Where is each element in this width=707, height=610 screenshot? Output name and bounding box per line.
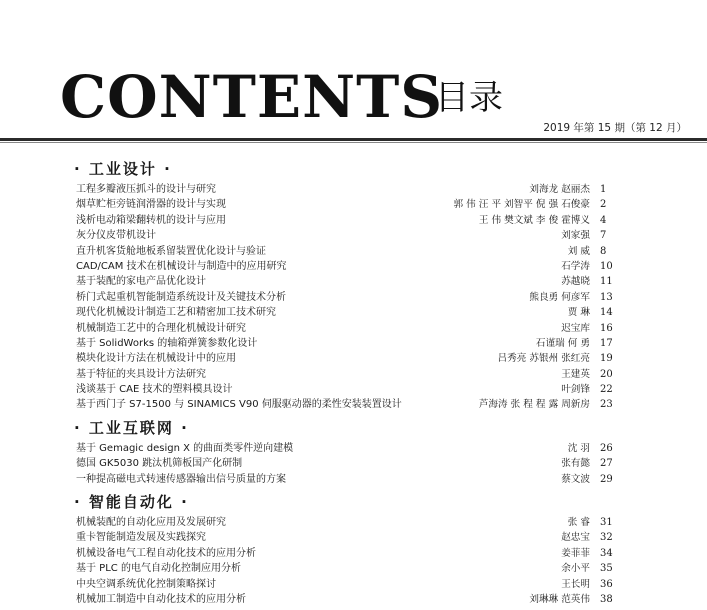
header-divider-thin <box>0 142 707 143</box>
toc-entry[interactable] <box>62 305 622 320</box>
toc-entry[interactable] <box>62 336 622 351</box>
toc-section <box>62 489 622 607</box>
entry-authors: 石学涛 <box>561 260 590 272</box>
toc-sections <box>62 154 622 607</box>
toc-entry[interactable] <box>62 382 622 397</box>
entry-page-number: 38 <box>600 593 613 605</box>
entry-page-number: 34 <box>600 547 613 559</box>
entry-authors: 石谨瑞 何 勇 <box>535 337 590 349</box>
entry-page-number: 14 <box>600 307 613 319</box>
toc-entry[interactable] <box>62 274 622 289</box>
contents-logo: CONTENTS <box>60 63 444 131</box>
section-title: · 工业互联网 · <box>74 418 189 437</box>
section-title: · 工业设计 · <box>74 160 172 178</box>
entry-authors: 刘 威 <box>567 245 590 257</box>
entry-title: 基于特征的夹具设计方法研究 <box>76 368 206 380</box>
entry-page-number: 10 <box>600 260 613 272</box>
entry-title: 工程多瓣液压抓斗的设计与研究 <box>76 184 216 195</box>
entry-title: 机械装配的自动化应用及发展研究 <box>76 517 226 529</box>
entry-page-number: 20 <box>600 368 613 380</box>
entry-page-number: 16 <box>600 322 613 334</box>
entry-page-number: 26 <box>600 442 613 454</box>
toc-section <box>62 415 622 487</box>
entry-page-number: 2 <box>600 199 607 211</box>
entry-title: 一种提高磁电式转速传感器输出信号质量的方案 <box>76 473 286 485</box>
toc-entry[interactable] <box>62 592 622 607</box>
toc-entry[interactable] <box>62 530 622 545</box>
toc-entry[interactable] <box>62 182 622 197</box>
entry-authors: 吕秀亮 苏银州 张红亮 <box>497 353 590 365</box>
entry-authors: 叶剑锋 <box>561 384 590 396</box>
entry-page-number: 13 <box>600 291 613 303</box>
entry-page-number: 31 <box>600 517 613 529</box>
entry-authors: 赵忠宝 <box>561 532 590 544</box>
entry-authors: 蔡文波 <box>561 473 590 485</box>
entry-authors: 刘海龙 赵丽杰 <box>529 184 590 195</box>
toc-entry[interactable] <box>62 228 622 243</box>
entry-page-number: 36 <box>600 578 613 590</box>
entry-authors: 贾 琳 <box>567 307 590 319</box>
entry-title: 机械设备电气工程自动化技术的应用分析 <box>76 547 256 559</box>
entry-title: 基于 Gemagic design X 的曲面类零件逆向建模 <box>76 442 294 454</box>
entry-authors: 王长明 <box>561 578 590 590</box>
entry-page-number: 35 <box>600 563 613 575</box>
entry-authors: 余小平 <box>561 563 590 575</box>
toc-entry[interactable] <box>62 577 622 592</box>
entry-authors: 熊良勇 何彦军 <box>529 291 590 303</box>
toc-entry[interactable] <box>62 397 622 412</box>
toc-entry[interactable] <box>62 367 622 382</box>
toc-entry[interactable] <box>62 351 622 366</box>
header-divider <box>0 138 707 141</box>
entry-title: 德国 GK5030 跳汰机筛板国产化研制 <box>76 458 243 470</box>
toc-entry[interactable] <box>62 456 622 471</box>
entry-title: 机械加工制造中自动化技术的应用分析 <box>76 593 246 605</box>
entry-page-number: 32 <box>600 532 613 544</box>
entry-title: 桥门式起重机智能制造系统设计及关键技术分析 <box>76 291 286 303</box>
entry-page-number: 4 <box>600 214 607 226</box>
toc-entry[interactable] <box>62 441 622 456</box>
toc-entry[interactable] <box>62 546 622 561</box>
section-title: · 智能自动化 · <box>74 493 189 512</box>
entry-page-number: 11 <box>600 276 613 288</box>
entry-authors: 张 睿 <box>567 517 590 529</box>
entry-page-number: 27 <box>600 458 613 470</box>
entry-title: 基于 SolidWorks 的轴箱弹簧参数化设计 <box>76 337 258 349</box>
entry-authors: 迟宝库 <box>561 322 590 334</box>
entry-title: 模块化设计方法在机械设计中的应用 <box>76 353 236 365</box>
entry-authors: 张有懿 <box>561 458 590 470</box>
entry-authors: 苏越晓 <box>561 276 590 288</box>
entry-title: 灰分仪皮带机设计 <box>76 230 156 242</box>
entry-title: 基于 PLC 的电气自动化控制应用分析 <box>76 563 241 575</box>
entry-page-number: 23 <box>600 399 613 411</box>
entry-authors: 王 伟 樊文斌 李 俊 霍博义 <box>478 214 590 226</box>
entry-authors: 王建英 <box>561 368 590 380</box>
entry-authors: 刘家强 <box>561 230 590 242</box>
issue-info: 2019 年第 15 期（第 12 月） <box>543 122 687 134</box>
entry-title: 浅谈基于 CAE 技术的塑料模具设计 <box>76 384 233 396</box>
entry-title: 机械制造工艺中的合理化机械设计研究 <box>76 322 246 334</box>
entry-page-number: 8 <box>600 245 607 257</box>
toc-entry[interactable] <box>62 197 622 212</box>
entry-title: 重卡智能制造发展及实践探究 <box>76 532 206 544</box>
entry-page-number: 7 <box>600 230 607 242</box>
toc-entry[interactable] <box>62 561 622 576</box>
entry-authors: 沈 羽 <box>567 442 590 454</box>
entry-title: 基于装配的家电产品优化设计 <box>76 276 206 288</box>
entry-title: CAD/CAM 技术在机械设计与制造中的应用研究 <box>76 260 287 272</box>
toc-entry[interactable] <box>62 213 622 228</box>
entry-title: 直升机客货舱地板系留装置优化设计与验证 <box>76 245 266 257</box>
entry-title: 现代化机械设计制造工艺和精密加工技术研究 <box>76 307 276 319</box>
entry-title: 烟草贮柜旁链润滑器的设计与实现 <box>76 199 226 211</box>
entry-page-number: 22 <box>600 384 613 396</box>
toc-entry[interactable] <box>62 515 622 530</box>
entry-authors: 郭 伟 汪 平 刘智平 倪 强 石俊豪 <box>453 199 590 211</box>
entry-title: 基于西门子 S7-1500 与 SINAMICS V90 伺服驱动器的柔性安装装置设计 <box>76 399 402 411</box>
entry-page-number: 1 <box>600 184 607 195</box>
entry-authors: 姜菲菲 <box>561 547 590 559</box>
entry-authors: 刘琳琳 范英伟 <box>529 593 590 605</box>
toc-section <box>62 156 622 413</box>
toc-entry[interactable] <box>62 244 622 259</box>
contents-logo-cn: 目录 <box>435 78 503 118</box>
entry-title: 浅析电动箱梁翻转机的设计与应用 <box>76 214 226 226</box>
entry-page-number: 17 <box>600 337 613 349</box>
toc-entry[interactable] <box>62 259 622 274</box>
toc-entry[interactable] <box>62 472 622 487</box>
toc-entry[interactable] <box>62 290 622 305</box>
entry-title: 中央空调系统优化控制策略探讨 <box>76 578 216 590</box>
entry-page-number: 19 <box>600 353 613 365</box>
entry-page-number: 29 <box>600 473 613 485</box>
entry-authors: 芦海涛 张 程 程 露 周新房 <box>478 399 590 411</box>
toc-entry[interactable] <box>62 321 622 336</box>
